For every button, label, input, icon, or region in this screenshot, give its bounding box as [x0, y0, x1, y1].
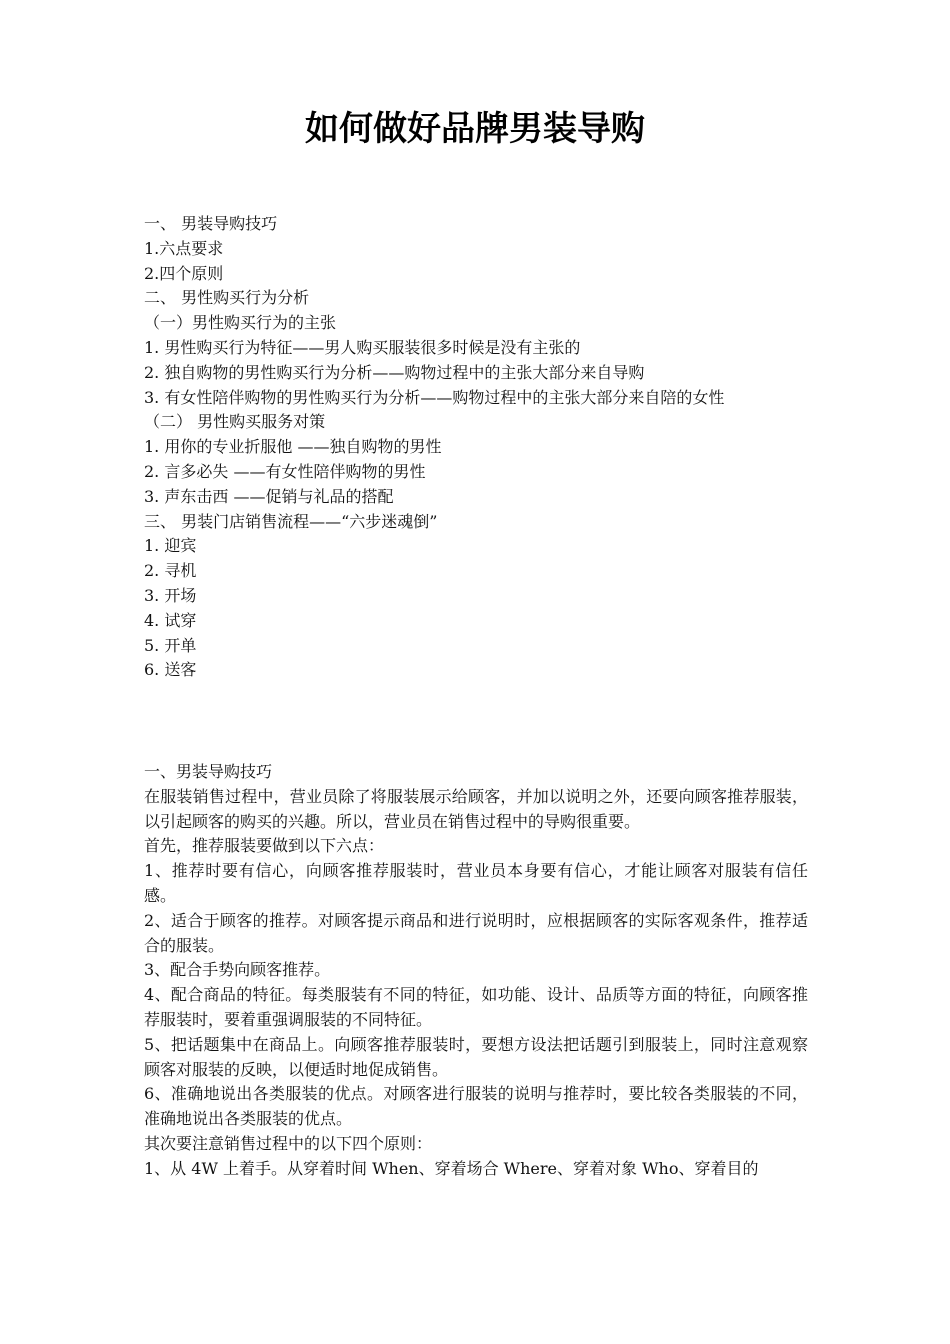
outline-item: 4. 试穿 — [144, 610, 197, 630]
outline-item: 2. 言多必失 ——有女性陪伴购物的男性 — [144, 461, 426, 481]
outline-item: 1.六点要求 — [144, 238, 224, 258]
outline-subheading: （一）男性购买行为的主张 — [144, 313, 337, 333]
outline-heading: 三、 男装门店销售流程——“六步迷魂倒” — [144, 511, 438, 531]
outline-item: 1. 迎宾 — [144, 536, 197, 556]
outline-heading: 二、 男性购买行为分析 — [144, 288, 310, 308]
body-paragraph: 6、准确地说出各类服装的优点。对顾客进行服装的说明与推荐时，要比较各类服装的不同，准确地说出各类服装的优点。 — [144, 1084, 808, 1129]
body-paragraph: 5、把话题集中在商品上。向顾客推荐服装时，要想方设法把话题引到服装上，同时注意观察顾客对服装的反映，以便适时地促成销售。 — [144, 1034, 808, 1079]
section-heading: 一、男装导购技巧 — [144, 762, 273, 781]
outline-item: 2.四个原则 — [144, 263, 224, 283]
body-paragraph: 1、从 4W 上着手。从穿着时间 When、穿着场合 Where、穿着对象 Who、穿着目的 — [144, 1158, 759, 1178]
outline-item: 1. 男性购买行为特征——男人购买服装很多时候是没有主张的 — [144, 337, 581, 357]
outline-item: 2. 寻机 — [144, 561, 197, 581]
body-section — [144, 760, 808, 1182]
body-paragraph: 在服装销售过程中，营业员除了将服装展示给顾客，并加以说明之外，还要向顾客推荐服装，以引起顾客的购买的兴趣。所以，营业员在销售过程中的导购很重要。 — [144, 786, 808, 831]
outline-item: 2. 独自购物的男性购买行为分析——购物过程中的主张大部分来自导购 — [144, 362, 645, 382]
body-paragraph: 首先，推荐服装要做到以下六点： — [144, 836, 385, 856]
body-paragraph: 4、配合商品的特征。每类服装有不同的特征，如功能、设计、品质等方面的特征，向顾客推荐服装时，要着重强调服装的不同特征。 — [144, 985, 808, 1029]
outline-subheading: （二） 男性购买服务对策 — [144, 412, 326, 432]
body-paragraph: 其次要注意销售过程中的以下四个原则： — [144, 1133, 433, 1153]
outline-list — [144, 212, 808, 683]
outline-item: 1. 用你的专业折服他 ——独自购物的男性 — [144, 437, 442, 457]
outline-item: 6. 送客 — [144, 660, 197, 680]
body-paragraph: 1、推荐时要有信心，向顾客推荐服装时，营业员本身要有信心，才能让顾客对服装有信任感。 — [144, 861, 808, 905]
body-paragraph: 2、适合于顾客的推荐。对顾客提示商品和进行说明时，应根据顾客的实际客观条件，推荐适合的服装。 — [144, 910, 808, 955]
page-title: 如何做好品牌男装导购 — [305, 109, 645, 149]
outline-item: 3. 开场 — [144, 585, 197, 605]
body-paragraph: 3、配合手势向顾客推荐。 — [144, 960, 331, 980]
outline-item: 3. 声东击西 ——促销与礼品的搭配 — [144, 486, 394, 506]
outline-item: 5. 开单 — [144, 635, 197, 655]
outline-item: 3. 有女性陪伴购物的男性购买行为分析——购物过程中的主张大部分来自陪的女性 — [144, 387, 725, 407]
outline-heading: 一、 男装导购技巧 — [144, 214, 278, 233]
